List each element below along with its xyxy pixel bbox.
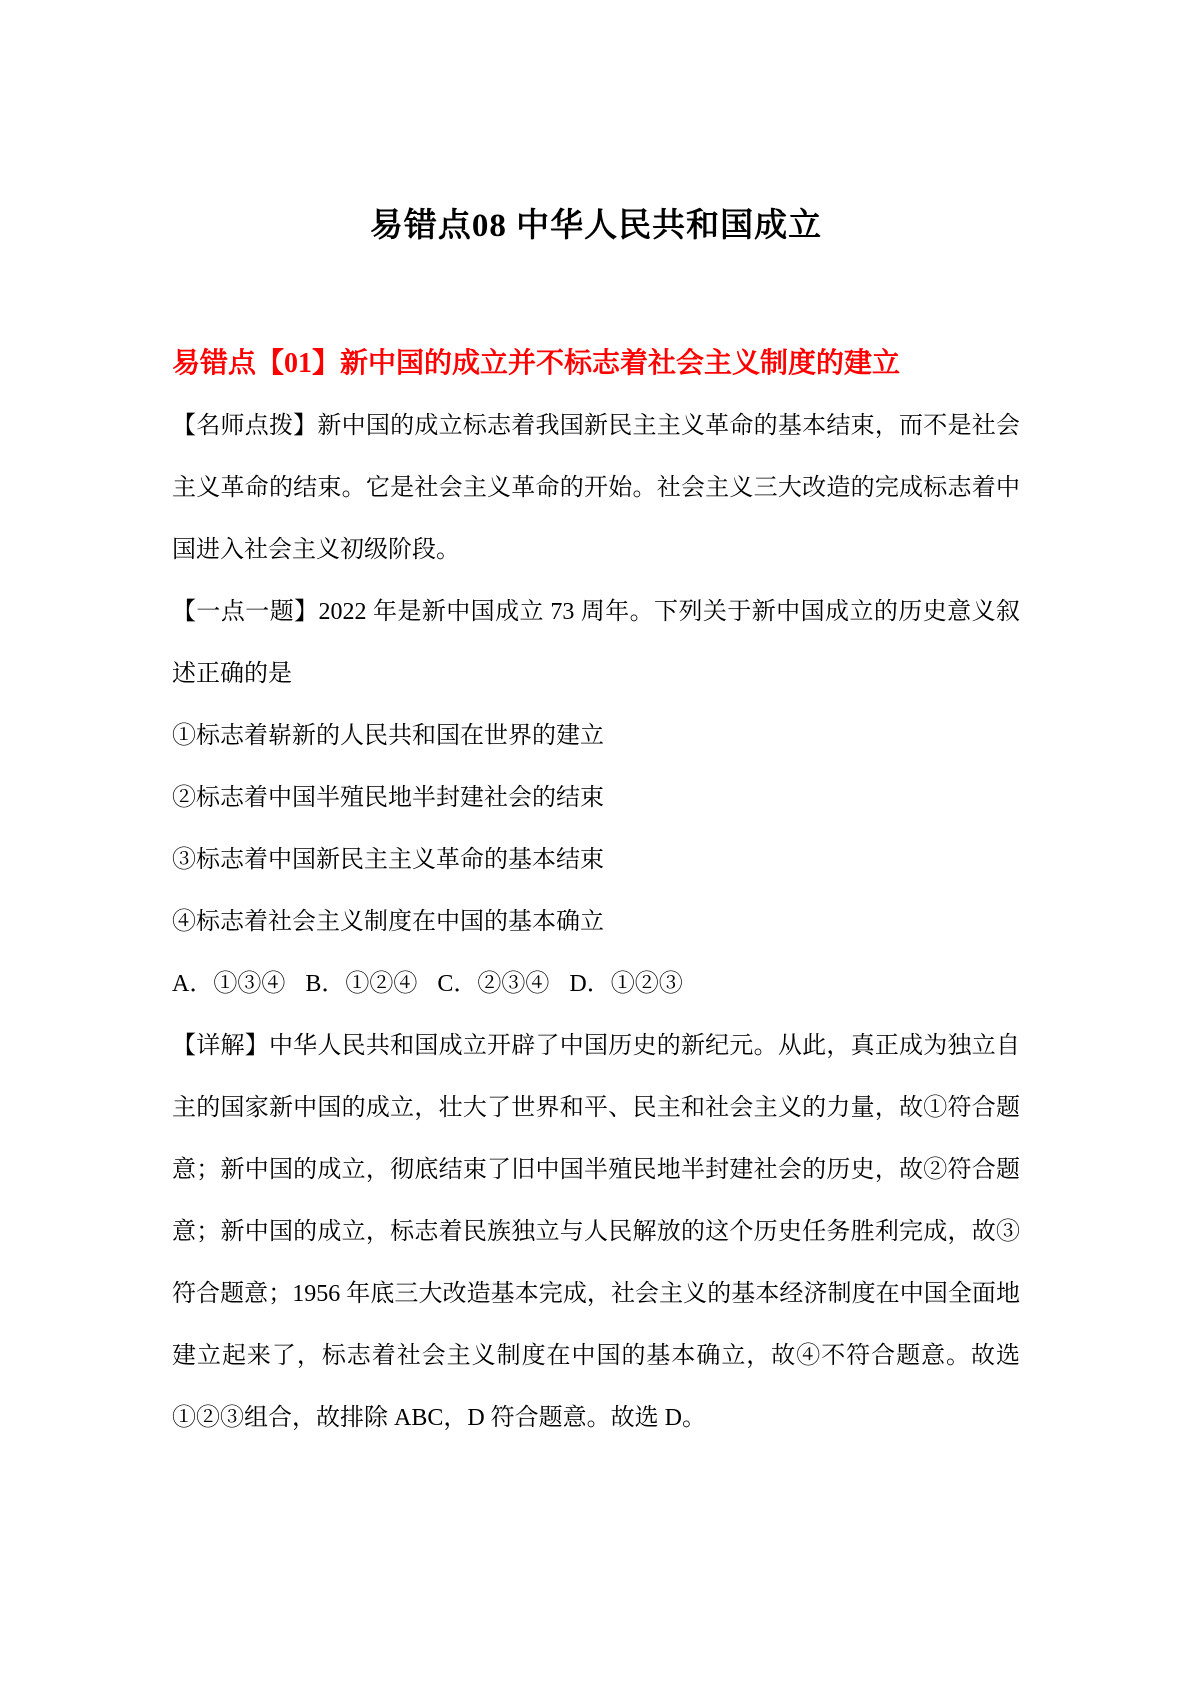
explanation-paragraph: 【详解】中华人民共和国成立开辟了中国历史的新纪元。从此，真正成为独立自主的国家新中国的成立，壮大了世界和平、民主和社会主义的力量，故①符合题意；新中国的成立，彻底结束了旧中国半殖民地半封建社会的历史，故②符合题意；新中国的成立，标志着民族独立与人民解放的这个历史任务胜利完成，故③符合题意；1956 年底三大改造基本完成，社会主义的基本经济制度在中国全面地建立起来了，标志着社会主义制度在中国的基本确立，故④不符合题意。故选①②③组合，故排除 ABC，D 符合题意。故选 D。 <box>172 1033 1020 1431</box>
question-stem: 【一点一题】2022 年是新中国成立 73 周年。下列关于新中国成立的历史意义叙述正确的是 <box>172 599 1020 687</box>
page-title: 易错点08 中华人民共和国成立 <box>369 208 823 244</box>
option-a: A．①③④ <box>172 971 286 997</box>
section-heading: 易错点【01】新中国的成立并不标志着社会主义制度的建立 <box>172 348 901 379</box>
option-d: D．①②③ <box>569 971 683 997</box>
question-item-2: ②标志着中国半殖民地半封建社会的结束 <box>172 785 604 811</box>
answer-options <box>172 953 1020 1015</box>
question-item-4: ④标志着社会主义制度在中国的基本确立 <box>172 909 604 935</box>
option-c: C．②③④ <box>437 971 550 997</box>
option-b: B．①②④ <box>305 971 418 997</box>
question-item-3: ③标志着中国新民主主义革命的基本结束 <box>172 847 604 873</box>
teacher-tip-paragraph: 【名师点拨】新中国的成立标志着我国新民主主义革命的基本结束，而不是社会主义革命的结束。它是社会主义革命的开始。社会主义三大改造的完成标志着中国进入社会主义初级阶段。 <box>172 413 1020 563</box>
question-item-1: ①标志着崭新的人民共和国在世界的建立 <box>172 723 604 749</box>
